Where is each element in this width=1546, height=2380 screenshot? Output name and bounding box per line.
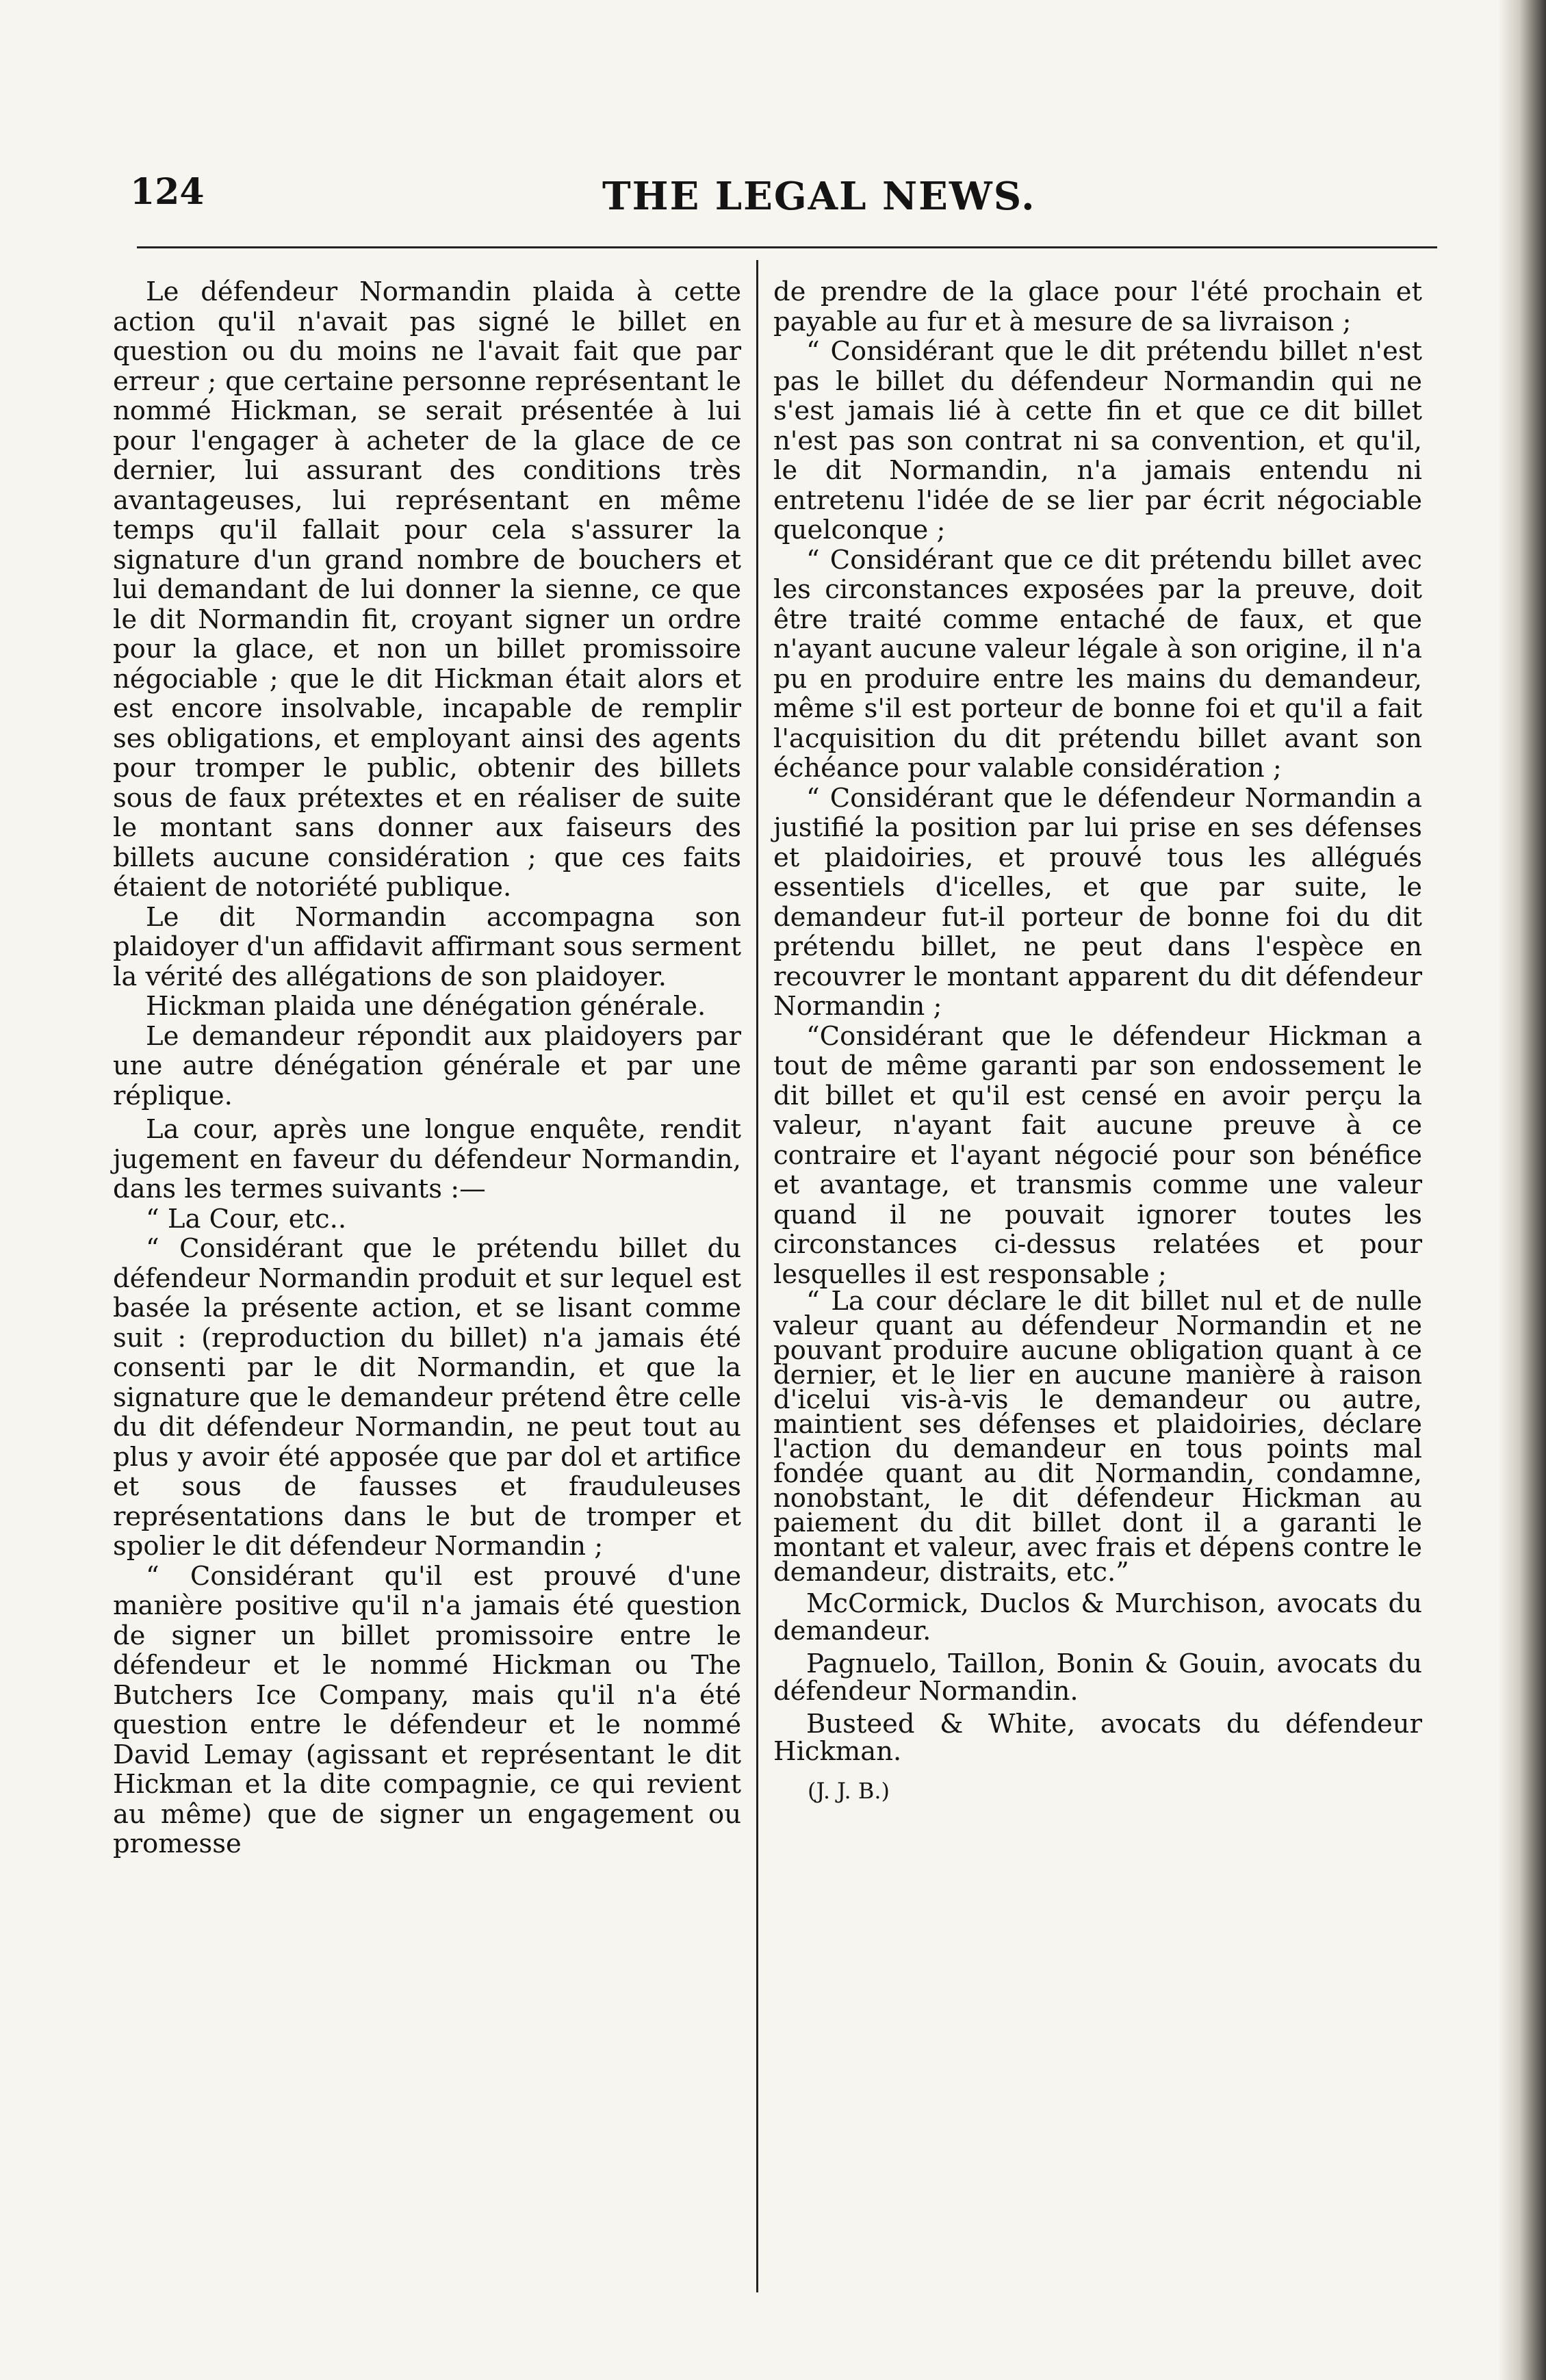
paragraph-affidavit: Le dit Normandin accompagna son plaidoyer d'un affidavit affirmant sous serment la vérité des allégations de son plaidoyer. xyxy=(113,901,741,992)
running-title: THE LEGAL NEWS. xyxy=(602,174,1036,219)
paragraph-plaintiff-reply: Le demandeur répondit aux plaidoyers par une autre dénégation générale et par une réplique. xyxy=(113,1020,741,1111)
counsel-defendant-normandin: Pagnuelo, Taillon, Bonin & Gouin, avocats du défendeur Normandin. xyxy=(773,1648,1422,1707)
paragraph-considerant-5: “ Considérant que le défendeur Normandin a justifié la position par lui prise en ses défenses et plaidoiries, et prouvé tous les allégués essentiels d'icelles, et que par suite, le demandeur fut-il porteur de bonne foi du dit prétendu billet, ne peut dans l'espèce en recouvrer le montant apparent du dit défendeur Normandin ; xyxy=(773,782,1422,1022)
paragraph-hickman-plea: Hickman plaida une dénégation générale. xyxy=(146,991,706,1022)
right-column xyxy=(773,277,1422,1807)
page-number: 124 xyxy=(130,171,205,213)
column-divider xyxy=(756,260,758,2292)
paragraph-defence-plea: Le défendeur Normandin plaida à cette action qu'il n'avait pas signé le billet en question ou du moins ne l'avait fait que par erreur ; que certaine personne représentant le nommé Hickman, se serait présentée à lui pour l'engager à acheter de la glace de ce dernier, lui assurant des conditions très avantageuses, lui représentant en même temps qu'il fallait pour cela s'assurer la signature d'un grand nombre de bouchers et lui demandant de lui donner la sienne, ce que le dit Normandin fit, croyant signer un ordre pour la glace, et non un billet promissoire négociable ; que le dit Hickman était alors et est encore insolvable, incapable de remplir ses obligations, et employant ainsi des agents pour tromper le public, obtenir des billets sous de faux prétextes et en réaliser de suite le montant sans donner aux faiseurs des billets aucune considération ; que ces faits étaient de notoriété publique. xyxy=(113,276,741,903)
paragraph-considerant-3: “ Considérant que le dit prétendu billet n'est pas le billet du défendeur Normandin qui ne s'est jamais lié à cette fin et que ce dit billet n'est pas son contrat ni sa convention, et qu'il, le dit Normandin, n'a jamais entendu ni entretenu l'idée de se lier par écrit négociable quelconque ; xyxy=(773,336,1422,545)
paragraph-decision: “ La cour déclare le dit billet nul et de nulle valeur quant au défendeur Normandin et ne pouvant produire aucune obligation quant à ce dernier, et le lier en aucune manière à raison d'icelui vis-à-vis le demandeur ou autre, maintient ses défenses et plaidoiries, déclare l'action du demandeur en tous points mal fondée quant au dit Normandin, condamne, nonobstant, le dit défendeur Hickman au paiement du dit billet dont il a garanti le montant et valeur, avec frais et dépens contre le demandeur, distraits, etc.” xyxy=(773,1286,1422,1588)
header-rule xyxy=(137,246,1437,248)
counsel-plaintiff: McCormick, Duclos & Murchison, avocats du demandeur. xyxy=(773,1588,1422,1646)
paragraph-la-cour: “ La Cour, etc.. xyxy=(146,1203,347,1234)
reporter-initials: (J. J. B.) xyxy=(808,1778,890,1804)
paragraph-considerant-4: “ Considérant que ce dit prétendu billet avec les circonstances exposées par la preuve, doit être traité comme entaché de faux, et que n'ayant aucune valeur légale à son origine, il n'a pu en produire entre les mains du demandeur, même s'il est porteur de bonne foi et qu'il a fait l'acquisition du dit prétendu billet avant son échéance pour valable considération ; xyxy=(773,544,1423,784)
counsel-defendant-hickman: Busteed & White, avocats du défendeur Hickman. xyxy=(773,1709,1422,1767)
left-column xyxy=(113,277,741,1859)
paragraph-considerant-2: “ Considérant qu'il est prouvé d'une manière positive qu'il n'a jamais été question de signer un billet promissoire entre le défendeur et le nommé Hickman ou The Butchers Ice Company, mais qu'il n'a été question entre le défendeur et le nommé David Lemay (agissant et représentant le dit Hickman et la dite compagnie, ce qui revient au même) que de signer un engagement ou promesse xyxy=(113,1560,741,1859)
paragraph-considerant-6: “Considérant que le défendeur Hickman a tout de même garanti par son endossement le dit billet et qu'il est censé en avoir perçu la valeur, n'ayant fait aucune preuve à ce contraire et l'ayant négocié pour son bénéfice et avantage, et transmis comme une valeur quand il ne pouvait ignorer toutes les circonstances ci-dessus relatées et pour lesquelles il est responsable ; xyxy=(773,1020,1422,1290)
page-header xyxy=(130,171,1430,233)
paragraph-judgment-intro: La cour, après une longue enquête, rendit jugement en faveur du défendeur Normandin, dans les termes suivants :— xyxy=(113,1114,741,1204)
paragraph-considerant-1: “ Considérant que le prétendu billet du défendeur Normandin produit et sur lequel est basée la présente action, et se lisant comme suit : (reproduction du billet) n'a jamais été consenti par le dit Normandin, et que la signature que le demandeur prétend être celle du dit défendeur Normandin, ne peut tout au plus y avoir été apposée que par dol et artifice et sous de fausses et frauduleuses représentations dans le but de tromper et spolier le dit défendeur Normandin ; xyxy=(113,1233,741,1562)
paragraph-continuation: de prendre de la glace pour l'été prochain et payable au fur et à mesure de sa livraison ; xyxy=(773,276,1422,337)
scan-edge-shadow xyxy=(1498,0,1546,2380)
